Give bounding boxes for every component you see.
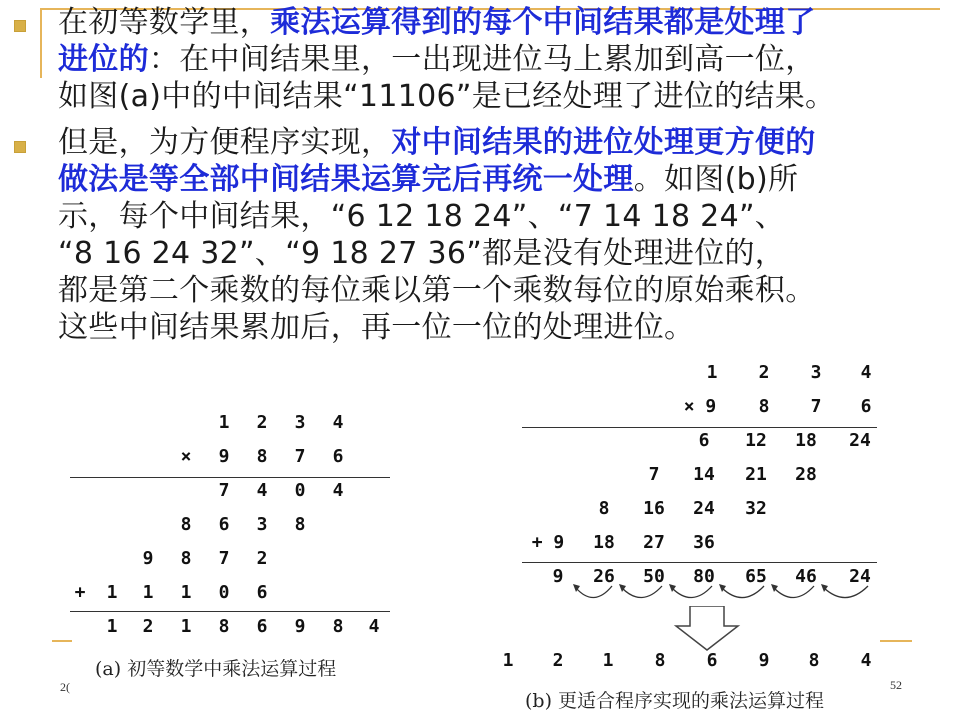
fig-a-digit: 8: [332, 616, 344, 637]
fig-b-value: 14: [693, 464, 715, 485]
fig-a-digit: 4: [368, 616, 380, 637]
fig-b-result-digit: 1: [502, 650, 514, 671]
footer-left: 2(: [60, 680, 70, 694]
figure-a-rule-2: [70, 611, 390, 612]
fig-b-value: + 9: [531, 532, 565, 553]
fig-a-digit: 6: [332, 446, 344, 467]
fig-b-sum-value: 24: [849, 566, 871, 587]
figure-b-rule-2: [522, 562, 877, 563]
fig-b-result-digit: 1: [602, 650, 614, 671]
left-decor-line: [40, 8, 42, 78]
bullet-1: [14, 20, 26, 32]
fig-a-digit: 8: [180, 548, 192, 569]
fig-b-value: 21: [745, 464, 767, 485]
fig-a-digit: 1: [106, 616, 118, 637]
fig-a-digit: 6: [256, 582, 268, 603]
para2-line4: “8 16 24 32”、“9 18 27 36”都是没有处理进位的，: [58, 236, 786, 271]
fig-a-digit: 1: [106, 582, 118, 603]
fig-b-sum-value: 50: [643, 566, 665, 587]
fig-b-value: 36: [693, 532, 715, 553]
fig-a-digit: 0: [218, 582, 230, 603]
fig-a-digit: 1: [218, 412, 230, 433]
fig-a-digit: 9: [142, 548, 154, 569]
fig-b-sum-value: 9: [552, 566, 564, 587]
fig-a-digit: 4: [332, 412, 344, 433]
fig-a-digit: 6: [256, 616, 268, 637]
fig-a-digit: 8: [180, 514, 192, 535]
fig-a-digit: 6: [218, 514, 230, 535]
fig-a-digit: 3: [294, 412, 306, 433]
fig-b-value: 1: [706, 362, 718, 383]
figure-a-rule-1: [70, 477, 390, 478]
para1-line2: 进位的：在中间结果里，一出现进位马上累加到高一位，: [58, 42, 816, 77]
fig-a-digit: +: [74, 582, 86, 603]
fig-b-result-digit: 6: [706, 650, 718, 671]
fig-b-value: 7: [648, 464, 660, 485]
fig-b-value: 3: [810, 362, 822, 383]
fig-b-result-digit: 8: [654, 650, 666, 671]
fig-b-value: 2: [758, 362, 770, 383]
fig-b-result-digit: 2: [552, 650, 564, 671]
figure-b-caption: (b) 更适合程序实现的乘法运算过程: [525, 690, 825, 712]
carry-arc: [576, 586, 612, 598]
figure-a-caption: (a) 初等数学中乘法运算过程: [95, 658, 337, 680]
fig-b-value: 32: [745, 498, 767, 519]
fig-a-digit: 7: [218, 548, 230, 569]
fig-b-result-digit: 8: [808, 650, 820, 671]
fig-b-value: 4: [860, 362, 872, 383]
fig-b-value: 18: [593, 532, 615, 553]
fig-b-value: 28: [795, 464, 817, 485]
fig-a-digit: 0: [294, 480, 306, 501]
carry-arc: [774, 586, 814, 598]
fig-a-digit: 8: [294, 514, 306, 535]
figure-b-rule-1: [522, 427, 877, 428]
fig-a-digit: 8: [256, 446, 268, 467]
para1-line1: 在初等数学里，乘法运算得到的每个中间结果都是处理了: [58, 5, 816, 40]
fig-b-value: 6: [698, 430, 710, 451]
fig-b-value: 18: [795, 430, 817, 451]
fig-b-sum-value: 65: [745, 566, 767, 587]
carry-arc: [672, 586, 712, 598]
fig-a-digit: ×: [180, 446, 192, 467]
page-number: 52: [890, 678, 902, 692]
para2-line5: 都是第二个乘数的每位乘以第一个乘数每位的原始乘积。: [58, 273, 816, 308]
fig-a-digit: 9: [294, 616, 306, 637]
fig-b-value: 27: [643, 532, 665, 553]
fig-b-value: 6: [860, 396, 872, 417]
fig-a-digit: 3: [256, 514, 268, 535]
fig-b-value: 12: [745, 430, 767, 451]
carry-arc: [824, 586, 868, 598]
fig-b-sum-value: 46: [795, 566, 817, 587]
paragraph-1: [58, 4, 953, 115]
fig-b-result-digit: 9: [758, 650, 770, 671]
para2-line3: 示，每个中间结果，“6 12 18 24”、“7 14 18 24”、: [58, 199, 786, 234]
fig-a-digit: 7: [294, 446, 306, 467]
paragraph-2: [58, 124, 953, 346]
fig-a-digit: 1: [180, 582, 192, 603]
fig-a-digit: 9: [218, 446, 230, 467]
fig-a-digit: 2: [142, 616, 154, 637]
fig-a-digit: 1: [142, 582, 154, 603]
fig-b-value: × 9: [683, 396, 717, 417]
fig-a-digit: 7: [218, 480, 230, 501]
fig-b-value: 24: [693, 498, 715, 519]
fig-b-sum-value: 80: [693, 566, 715, 587]
fig-b-value: 8: [758, 396, 770, 417]
fig-a-digit: 2: [256, 412, 268, 433]
fig-b-result-digit: 4: [860, 650, 872, 671]
fig-a-digit: 4: [332, 480, 344, 501]
fig-a-digit: 2: [256, 548, 268, 569]
para2-line6: 这些中间结果累加后，再一位一位的处理进位。: [58, 310, 695, 345]
fig-a-digit: 4: [256, 480, 268, 501]
para1-line3: 如图(a)中的中间结果“11106”是已经处理了进位的结果。: [58, 79, 836, 114]
para2-line2: 做法是等全部中间结果运算完后再统一处理。如图(b)所: [58, 162, 799, 197]
carry-arc: [722, 586, 764, 598]
fig-b-value: 8: [598, 498, 610, 519]
para2-line1: 但是，为方便程序实现，对中间结果的进位处理更方便的: [58, 125, 816, 160]
down-arrow-icon: [672, 606, 742, 652]
fig-b-sum-value: 26: [593, 566, 615, 587]
figure-a-table: [60, 412, 400, 642]
fig-b-value: 24: [849, 430, 871, 451]
fig-b-value: 16: [643, 498, 665, 519]
fig-a-digit: 8: [218, 616, 230, 637]
carry-arc: [622, 586, 662, 598]
fig-b-value: 7: [810, 396, 822, 417]
bullet-2: [14, 141, 26, 153]
fig-a-digit: 1: [180, 616, 192, 637]
